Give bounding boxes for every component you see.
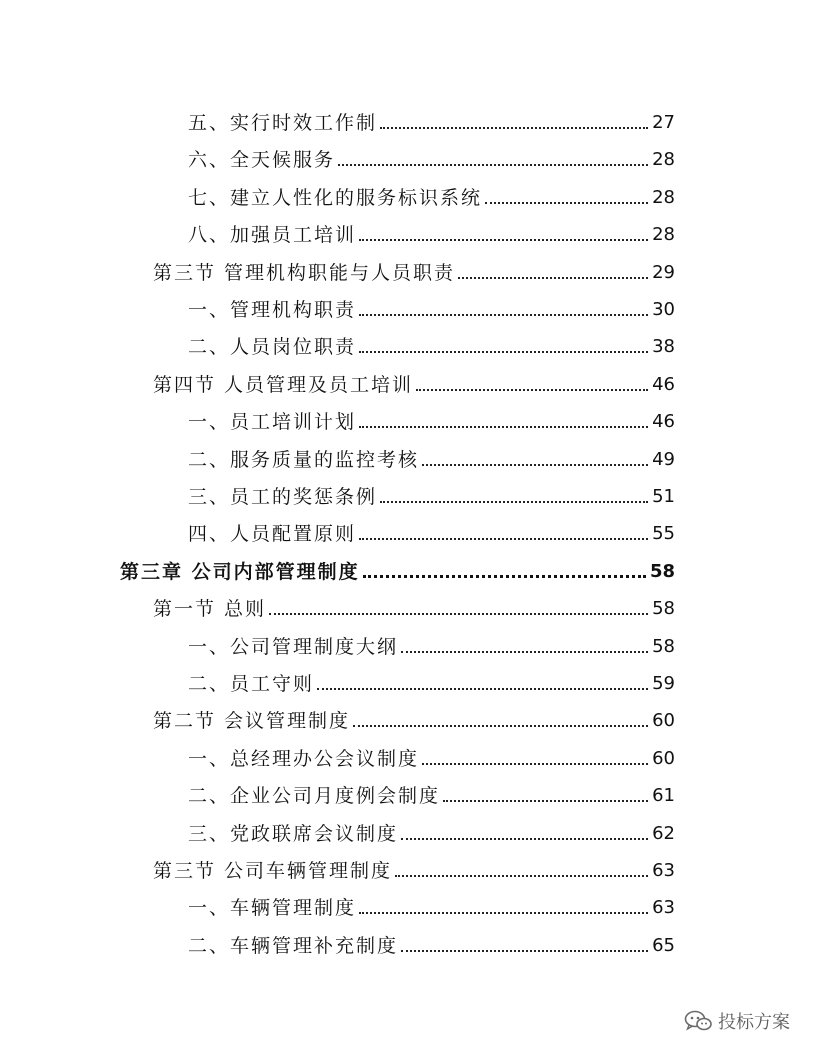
- toc-entry[interactable]: [188, 104, 675, 134]
- toc-entry-page-number: 60: [652, 747, 675, 769]
- toc-entry-page-number: 28: [652, 186, 675, 208]
- toc-entry-page-number: 38: [652, 336, 675, 358]
- toc-entry[interactable]: [153, 702, 675, 732]
- toc-entry-page-number: 60: [652, 710, 675, 732]
- toc-entry-page-number: 63: [652, 897, 675, 919]
- toc-entry-page-number: 58: [652, 598, 675, 620]
- toc-dot-leader: [359, 239, 648, 241]
- toc-entry-label: 一、员工培训计划: [188, 411, 357, 434]
- toc-entry-page-number: 61: [652, 785, 675, 807]
- toc-entry-page-number: 58: [649, 560, 675, 582]
- toc-dot-leader: [401, 950, 648, 952]
- toc-entry-label: 第一节 总则: [153, 598, 267, 621]
- toc-entry-label: 第三节 公司车辆管理制度: [153, 860, 393, 882]
- toc-entry-label: 四、人员配置原则: [188, 523, 357, 546]
- toc-entry[interactable]: [188, 665, 675, 695]
- toc-entry[interactable]: [153, 254, 675, 284]
- toc-dot-leader: [443, 800, 648, 802]
- toc-dot-leader: [317, 688, 648, 690]
- toc-entry[interactable]: [153, 852, 675, 882]
- toc-entry[interactable]: [188, 141, 675, 171]
- toc-entry-label: 五、实行时效工作制: [188, 112, 378, 134]
- toc-dot-leader: [269, 613, 648, 615]
- toc-entry[interactable]: [188, 179, 675, 209]
- toc-dot-leader: [422, 464, 648, 466]
- toc-entry[interactable]: [153, 366, 675, 396]
- toc-dot-leader: [380, 127, 648, 129]
- toc-entry-page-number: 30: [652, 299, 675, 320]
- toc-dot-leader: [401, 651, 648, 653]
- toc-entry-label: 一、管理机构职责: [188, 299, 357, 321]
- toc-entry-label: 第三节 管理机构职能与人员职责: [153, 261, 456, 284]
- toc-entry-label: 第三章 公司内部管理制度: [120, 560, 360, 583]
- toc-entry-label: 二、服务质量的监控考核: [188, 448, 420, 471]
- toc-dot-leader: [338, 164, 648, 166]
- toc-entry[interactable]: [188, 515, 675, 545]
- toc-entry-label: 二、人员岗位职责: [188, 336, 357, 359]
- toc-entry-page-number: 65: [652, 934, 675, 956]
- toc-dot-leader: [422, 763, 648, 765]
- toc-entry[interactable]: [188, 628, 675, 658]
- toc-entry-label: 七、建立人性化的服务标识系统: [188, 186, 483, 209]
- toc-dot-leader: [363, 575, 646, 578]
- toc-entry[interactable]: [188, 216, 675, 246]
- toc-entry-page-number: 29: [652, 261, 675, 283]
- toc-entry-page-number: 28: [652, 149, 675, 171]
- toc-entry-label: 六、全天候服务: [188, 149, 336, 172]
- toc-entry[interactable]: [188, 740, 675, 770]
- toc-entry-page-number: 63: [652, 860, 675, 881]
- toc-entry-label: 二、员工守则: [188, 673, 315, 695]
- toc-entry-page-number: 46: [652, 411, 675, 433]
- toc-entry[interactable]: [188, 777, 675, 807]
- wechat-icon: [684, 1010, 712, 1032]
- toc-entry-page-number: 49: [652, 448, 675, 470]
- toc-entry-label: 二、企业公司月度例会制度: [188, 785, 441, 808]
- toc-entry[interactable]: [188, 441, 675, 471]
- toc-entry[interactable]: [120, 553, 675, 583]
- toc-entry-label: 第二节 会议管理制度: [153, 710, 351, 733]
- toc-entry-label: 二、车辆管理补充制度: [188, 934, 399, 957]
- toc-entry-label: 第四节 人员管理及员工培训: [153, 373, 414, 396]
- watermark-text: 投标方案: [718, 1012, 790, 1033]
- toc-entry-page-number: 58: [652, 635, 675, 657]
- toc-dot-leader: [359, 426, 648, 428]
- toc-entry-page-number: 55: [652, 523, 675, 545]
- toc-dot-leader: [359, 314, 648, 316]
- toc-entry[interactable]: [188, 889, 675, 919]
- toc-entry-page-number: 51: [652, 486, 675, 507]
- toc-entry[interactable]: [188, 815, 675, 845]
- toc-dot-leader: [359, 538, 648, 540]
- toc-entry-page-number: 28: [652, 224, 675, 246]
- toc-entry-page-number: 46: [652, 373, 675, 395]
- toc-dot-leader: [353, 725, 648, 727]
- toc-entry-label: 一、公司管理制度大纲: [188, 635, 399, 658]
- toc-dot-leader: [458, 277, 648, 279]
- toc-dot-leader: [359, 351, 648, 353]
- toc-entry[interactable]: [153, 590, 675, 620]
- toc-entry-page-number: 59: [652, 673, 675, 694]
- toc-entry-page-number: 27: [652, 112, 675, 133]
- toc-entry-label: 一、总经理办公会议制度: [188, 747, 420, 770]
- toc-entry[interactable]: [188, 291, 675, 321]
- watermark: [684, 1008, 790, 1034]
- toc-entry-page-number: 62: [652, 822, 675, 844]
- toc-dot-leader: [416, 389, 648, 391]
- toc-entry[interactable]: [188, 927, 675, 957]
- toc-dot-leader: [401, 838, 648, 840]
- toc-entry-label: 三、员工的奖惩条例: [188, 486, 378, 508]
- toc-dot-leader: [380, 501, 648, 503]
- toc-entry-label: 一、车辆管理制度: [188, 897, 357, 920]
- toc-dot-leader: [359, 912, 648, 914]
- toc-dot-leader: [485, 202, 648, 204]
- toc-entry-label: 八、加强员工培训: [188, 224, 357, 247]
- toc-entry[interactable]: [188, 328, 675, 358]
- toc-entry[interactable]: [188, 478, 675, 508]
- toc-dot-leader: [395, 875, 648, 877]
- toc-entry-label: 三、党政联席会议制度: [188, 822, 399, 845]
- toc-entry[interactable]: [188, 403, 675, 433]
